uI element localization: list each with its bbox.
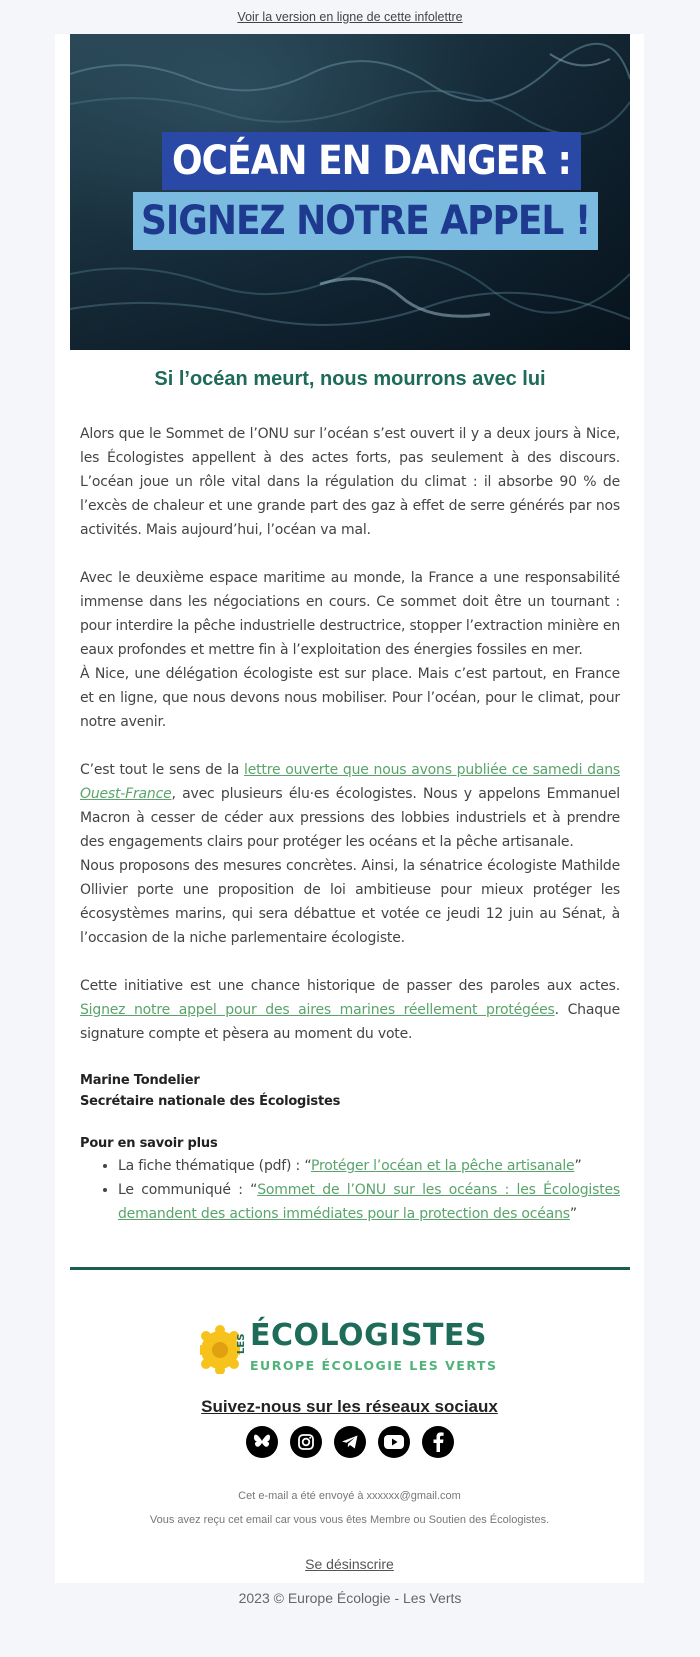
sunflower-icon xyxy=(200,1322,240,1374)
p3-suffix: , avec plusieurs élu·es écologistes. Nous y appelons Emmanuel Macron à cesser de céder aux pressions des lobbies industriels et à prendre des engagements clairs pour protéger les océans et la pêche artisanale. xyxy=(80,786,620,850)
list-item xyxy=(118,1178,620,1226)
view-online-link[interactable]: Voir la version en ligne de cette infolettre xyxy=(237,10,463,24)
open-letter-link-text: lettre ouverte que nous avons publiée ce samedi dans xyxy=(244,762,620,778)
sent-to-text: Cet e-mail a été envoyé à xxxxxx@gmail.com xyxy=(238,1490,461,1502)
top-bar xyxy=(0,0,700,34)
social-icons-row xyxy=(55,1426,644,1458)
more-info-list xyxy=(80,1154,620,1226)
hero-title-line1: OCÉAN EN DANGER : xyxy=(162,132,581,190)
p4-suffix: . Chaque signature compte et pèsera au moment du vote. xyxy=(80,1002,620,1042)
hero-title-line2: SIGNEZ NOTRE APPEL ! xyxy=(133,192,598,250)
article-body xyxy=(80,422,620,1226)
factsheet-link[interactable]: Protéger l’océan et la pêche artisanale xyxy=(310,1158,575,1174)
item2-prefix: Le communiqué : “ xyxy=(118,1182,258,1198)
p3-prefix: C’est tout le sens de la xyxy=(80,762,245,778)
list-item xyxy=(118,1154,620,1178)
instagram-icon[interactable] xyxy=(290,1426,322,1458)
paragraph-4 xyxy=(80,974,620,1046)
paragraph-3 xyxy=(80,758,620,950)
p4-prefix: Cette initiative est une chance historique de passer des paroles aux actes. xyxy=(80,978,620,994)
newsletter-card xyxy=(55,34,644,1583)
article-headline: Si l’océan meurt, nous mourrons avec lui xyxy=(154,368,546,390)
paragraph-2a: Avec le deuxième espace maritime au monde, la France a une responsabilité immense dans les négociations en cours. Ce sommet doit être un tournant : pour interdire la pêche industrielle destructrice, stopper l’extraction minière en eaux profondes et mettre fin à l’exploitation des énergies fossiles en mer. xyxy=(80,570,620,658)
logo-subtitle: EUROPE ÉCOLOGIE LES VERTS xyxy=(250,1358,498,1373)
signature-name: Marine Tondelier xyxy=(80,1073,200,1088)
press-release-link[interactable]: Sommet de l’ONU sur les océans : les Écologistes demandent des actions immédiates pour la protection des océans xyxy=(118,1182,620,1222)
telegram-icon[interactable] xyxy=(334,1426,366,1458)
reason-text: Vous avez reçu cet email car vous vous êtes Membre ou Soutien des Écologistes. xyxy=(149,1514,550,1526)
sign-appeal-link[interactable]: Signez notre appel pour des aires marines réellement protégées xyxy=(80,1002,555,1018)
paragraph-2b: À Nice, une délégation écologiste est sur place. Mais c’est partout, en France et en ligne, que nous devons nous mobiliser. Pour l’océan, pour le climat, pour notre avenir. xyxy=(80,666,620,730)
bluesky-icon[interactable] xyxy=(246,1426,278,1458)
paragraph-3b: Nous proposons des mesures concrètes. Ainsi, la sénatrice écologiste Mathilde Ollivier porte une proposition de loi ambitieuse pour mieux protéger les écosystèmes marins, qui sera débattue et votée ce jeudi 12 juin au Sénat, à l’occasion de la niche parlementaire écologiste. xyxy=(80,858,620,946)
hero-banner xyxy=(70,34,630,350)
signature-role: Secrétaire nationale des Écologistes xyxy=(80,1094,341,1109)
item1-suffix: ” xyxy=(574,1158,582,1174)
unsubscribe-link[interactable]: Se désinscrire xyxy=(305,1556,394,1572)
les-ecologistes-logo[interactable] xyxy=(200,1314,500,1384)
facebook-icon[interactable] xyxy=(422,1426,454,1458)
item2-suffix: ” xyxy=(569,1206,577,1222)
paragraph-2 xyxy=(80,566,620,734)
logo-wordmark: ÉCOLOGISTES xyxy=(250,1318,488,1353)
youtube-icon[interactable] xyxy=(378,1426,410,1458)
open-letter-link-italic: Ouest-France xyxy=(80,786,172,802)
social-title: Suivez-nous sur les réseaux sociaux xyxy=(201,1397,498,1416)
signature xyxy=(80,1070,620,1112)
more-info-title: Pour en savoir plus xyxy=(80,1136,218,1151)
paragraph-1: Alors que le Sommet de l’ONU sur l’océan s’est ouvert il y a deux jours à Nice, les Écologistes appellent à des actes forts, pas seulement à des discours. L’océan joue un rôle vital dans la régulation du climat : il absorbe 90 % de l’excès de chaleur et une grande part des gaz à effet de serre générés par nos activités. Mais aujourd’hui, l’océan va mal. xyxy=(80,426,620,538)
copyright-text: 2023 © Europe Écologie - Les Verts xyxy=(238,1590,462,1606)
section-divider xyxy=(70,1267,630,1270)
item1-prefix: La fiche thématique (pdf) : “ xyxy=(118,1158,311,1174)
logo-les-text: LES xyxy=(236,1333,247,1354)
